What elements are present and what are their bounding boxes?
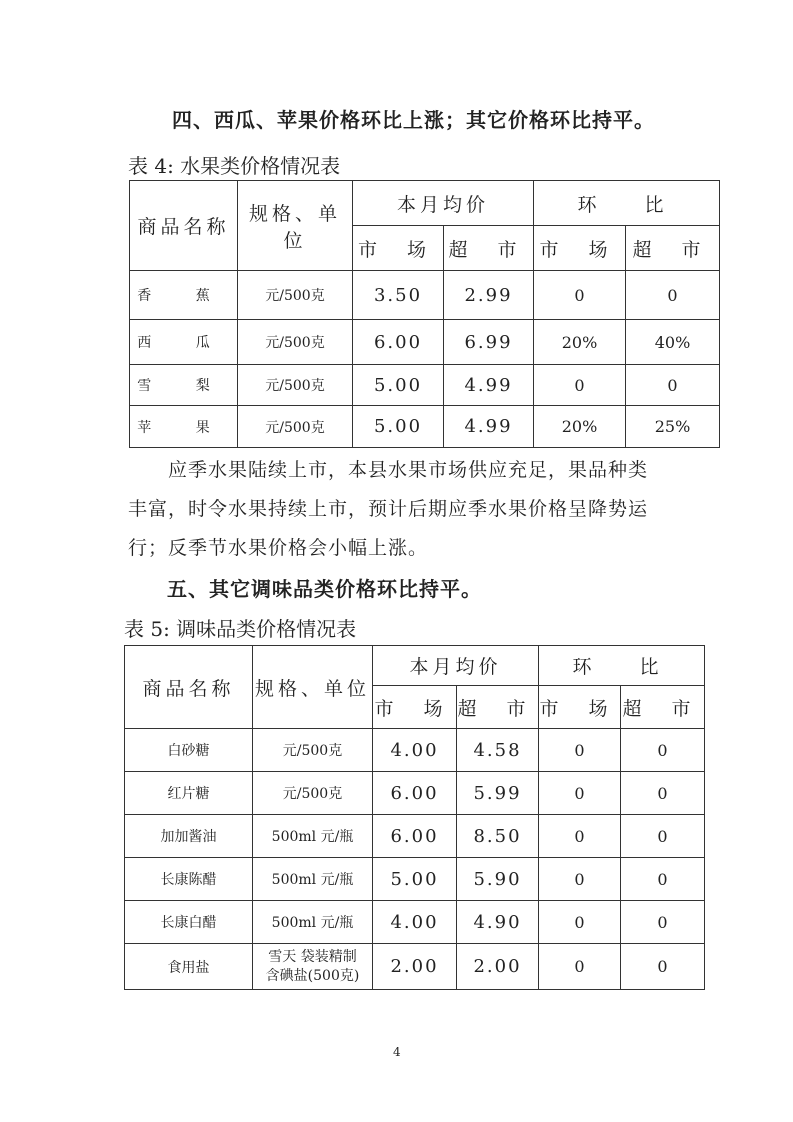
- mom-market: 0: [539, 858, 621, 901]
- market-price: 4.00: [373, 901, 457, 944]
- header-unit: 规格、单位: [238, 181, 353, 271]
- table-row: [125, 815, 705, 858]
- table-row: [125, 901, 705, 944]
- item-unit: 元/500克: [238, 365, 353, 406]
- table-row: [125, 729, 705, 772]
- item-unit: 元/500克: [253, 772, 373, 815]
- supermarket-price: 4.99: [444, 365, 534, 406]
- table-row: [125, 858, 705, 901]
- item-name: 加加酱油: [125, 815, 253, 858]
- item-name: 雪 梨: [130, 365, 238, 406]
- item-unit: 500ml 元/瓶: [253, 815, 373, 858]
- mom-supermarket: 0: [626, 271, 720, 320]
- mom-market: 0: [534, 365, 626, 406]
- item-name: 长康白醋: [125, 901, 253, 944]
- header-mom-supermarket: 超 市: [621, 686, 705, 729]
- mom-market: 0: [534, 271, 626, 320]
- header-unit: 规格、单位: [253, 646, 373, 729]
- mom-supermarket: 0: [621, 901, 705, 944]
- item-name: 白砂糖: [125, 729, 253, 772]
- item-unit: 元/500克: [238, 406, 353, 448]
- table-row: [130, 271, 720, 320]
- table-row: [125, 944, 705, 990]
- mom-market: 0: [539, 729, 621, 772]
- header-market: 市 场: [353, 226, 444, 271]
- header-mom-market: 市 场: [534, 226, 626, 271]
- market-price: 6.00: [353, 320, 444, 365]
- mom-market: 0: [539, 901, 621, 944]
- mom-market: 20%: [534, 406, 626, 448]
- table4-caption: 表 4: 水果类价格情况表: [128, 154, 341, 178]
- supermarket-price: 5.90: [457, 858, 539, 901]
- table-row: [130, 406, 720, 448]
- item-unit: 500ml 元/瓶: [253, 858, 373, 901]
- supermarket-price: 6.99: [444, 320, 534, 365]
- header-mom: 环 比: [539, 646, 705, 686]
- item-name: 香 蕉: [130, 271, 238, 320]
- commentary-line: 应季水果陆续上市，本县水果市场供应充足，果品种类: [168, 459, 649, 481]
- table-row: [130, 320, 720, 365]
- header-name: 商品名称: [125, 646, 253, 729]
- item-name: 西 瓜: [130, 320, 238, 365]
- supermarket-price: 4.58: [457, 729, 539, 772]
- header-avg-price: 本月均价: [353, 181, 534, 226]
- market-price: 5.00: [353, 365, 444, 406]
- header-name: 商品名称: [130, 181, 238, 271]
- commentary-line: 行；反季节水果价格会小幅上涨。: [128, 537, 429, 559]
- commentary-line: 丰富，时令水果持续上市，预计后期应季水果价格呈降势运: [128, 498, 649, 520]
- mom-market: 20%: [534, 320, 626, 365]
- section5-heading: 五、其它调味品类价格环比持平。: [167, 577, 482, 601]
- table5-caption: 表 5: 调味品类价格情况表: [124, 617, 357, 641]
- condiment-price-table: [124, 645, 705, 990]
- market-price: 2.00: [373, 944, 457, 990]
- item-unit: 元/500克: [238, 320, 353, 365]
- fruit-price-table: [129, 180, 720, 448]
- table-row: [125, 772, 705, 815]
- header-supermarket: 超 市: [457, 686, 539, 729]
- item-unit: 元/500克: [253, 729, 373, 772]
- mom-supermarket: 0: [626, 365, 720, 406]
- mom-market: 0: [539, 815, 621, 858]
- page-number: 4: [393, 1045, 401, 1059]
- header-supermarket: 超 市: [444, 226, 534, 271]
- supermarket-price: 4.90: [457, 901, 539, 944]
- supermarket-price: 2.99: [444, 271, 534, 320]
- market-price: 5.00: [373, 858, 457, 901]
- mom-supermarket: 0: [621, 858, 705, 901]
- supermarket-price: 4.99: [444, 406, 534, 448]
- market-price: 6.00: [373, 815, 457, 858]
- header-mom-supermarket: 超 市: [626, 226, 720, 271]
- market-price: 5.00: [353, 406, 444, 448]
- section4-heading: 四、西瓜、苹果价格环比上涨；其它价格环比持平。: [172, 108, 655, 132]
- item-name: 长康陈醋: [125, 858, 253, 901]
- header-mom: 环 比: [534, 181, 720, 226]
- item-unit: [253, 944, 373, 990]
- supermarket-price: 8.50: [457, 815, 539, 858]
- mom-supermarket: 0: [621, 729, 705, 772]
- item-name: 苹 果: [130, 406, 238, 448]
- market-commentary: [128, 451, 728, 568]
- supermarket-price: 2.00: [457, 944, 539, 990]
- item-unit: 500ml 元/瓶: [253, 901, 373, 944]
- mom-supermarket: 0: [621, 944, 705, 990]
- mom-market: 0: [539, 772, 621, 815]
- market-price: 3.50: [353, 271, 444, 320]
- mom-supermarket: 0: [621, 772, 705, 815]
- item-unit-line: 雪天 袋装精制: [268, 948, 357, 965]
- mom-supermarket: 0: [621, 815, 705, 858]
- table-row: [130, 365, 720, 406]
- header-mom-market: 市 场: [539, 686, 621, 729]
- mom-market: 0: [539, 944, 621, 990]
- item-name: 食用盐: [125, 944, 253, 990]
- mom-supermarket: 25%: [626, 406, 720, 448]
- mom-supermarket: 40%: [626, 320, 720, 365]
- supermarket-price: 5.99: [457, 772, 539, 815]
- item-unit-line: 含碘盐(500克): [265, 967, 360, 984]
- item-name: 红片糖: [125, 772, 253, 815]
- market-price: 4.00: [373, 729, 457, 772]
- item-unit: 元/500克: [238, 271, 353, 320]
- header-market: 市 场: [373, 686, 457, 729]
- market-price: 6.00: [373, 772, 457, 815]
- header-avg-price: 本月均价: [373, 646, 539, 686]
